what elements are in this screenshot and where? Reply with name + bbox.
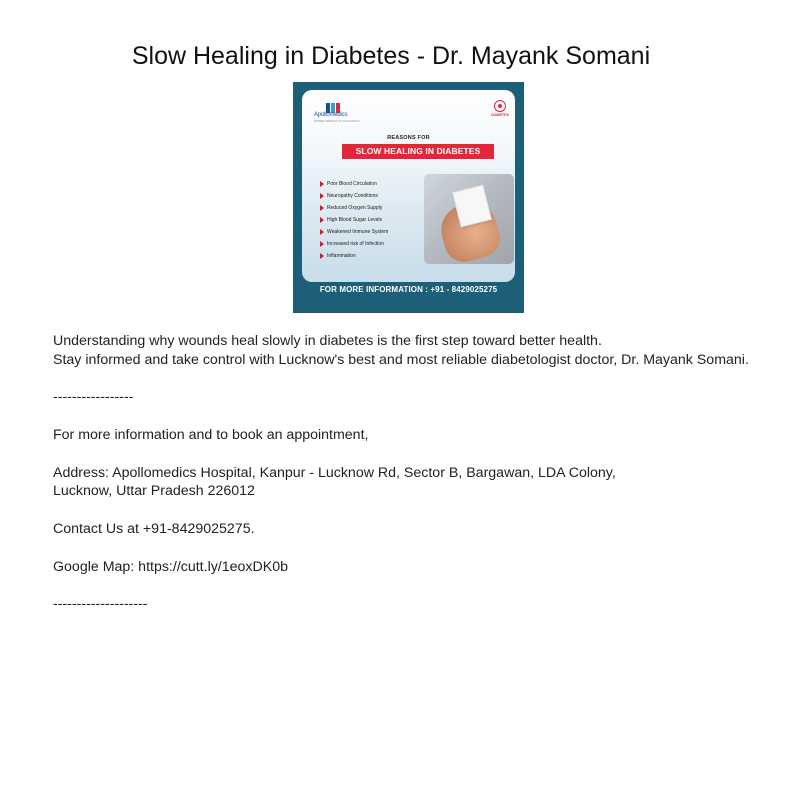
list-item: Increased risk of Infection <box>320 238 388 250</box>
poster-banner: SLOW HEALING IN DIABETES <box>342 144 494 159</box>
intro-line-2: Stay informed and take control with Lucknow's best and most reliable diabetologist doctor, Dr. Mayank Somani. <box>53 351 749 368</box>
info-line: For more information and to book an appointment, <box>53 426 369 443</box>
post-body <box>53 332 798 614</box>
contact-line: Contact Us at +91-8429025275. <box>53 520 255 537</box>
apollomedics-logo-icon <box>326 100 344 110</box>
chevron-right-icon <box>320 205 324 211</box>
chevron-right-icon <box>320 217 324 223</box>
poster-footer: FOR MORE INFORMATION : +91 - 8429025275 <box>319 285 498 294</box>
list-item: Weakened Immune System <box>320 226 388 238</box>
list-item: Inflammation <box>320 250 388 262</box>
reason-list <box>320 178 388 262</box>
apollomedics-logo-name: Apollomedics <box>314 112 348 118</box>
divider-2: -------------------- <box>53 596 148 613</box>
list-item: High Blood Sugar Levels <box>320 214 388 226</box>
chevron-right-icon <box>320 241 324 247</box>
chevron-right-icon <box>320 229 324 235</box>
diabetes-logo-icon <box>494 100 506 112</box>
diabetes-logo-label: DIABETES <box>491 113 509 117</box>
address-line-1: Address: Apollomedics Hospital, Kanpur - Lucknow Rd, Sector B, Bargawan, LDA Colony, <box>53 464 616 481</box>
chevron-right-icon <box>320 193 324 199</box>
page-title: Slow Healing in Diabetes - Dr. Mayank Somani <box>131 42 651 70</box>
chevron-right-icon <box>320 253 324 259</box>
apollomedics-logo-tag: SUPER SPECIALITY HOSPITALS <box>314 119 360 123</box>
list-item: Reduced Oxygen Supply <box>320 202 388 214</box>
poster-subheading: REASONS FOR <box>387 135 430 141</box>
intro-line-1: Understanding why wounds heal slowly in diabetes is the first step toward better health. <box>53 333 602 349</box>
divider-1: ----------------- <box>53 389 134 406</box>
address-line-2: Lucknow, Uttar Pradesh 226012 <box>53 483 255 500</box>
chevron-right-icon <box>320 181 324 187</box>
bandaged-hand-photo <box>424 174 514 264</box>
diabetes-poster-image <box>293 82 524 313</box>
list-item: Neuropathy Conditions <box>320 190 388 202</box>
diabetes-clinic-logo <box>490 100 510 124</box>
apollomedics-logo <box>314 100 360 124</box>
map-line: Google Map: https://cutt.ly/1eoxDK0b <box>53 558 289 575</box>
list-item: Poor Blood Circulation <box>320 178 388 190</box>
poster-panel <box>302 90 515 282</box>
